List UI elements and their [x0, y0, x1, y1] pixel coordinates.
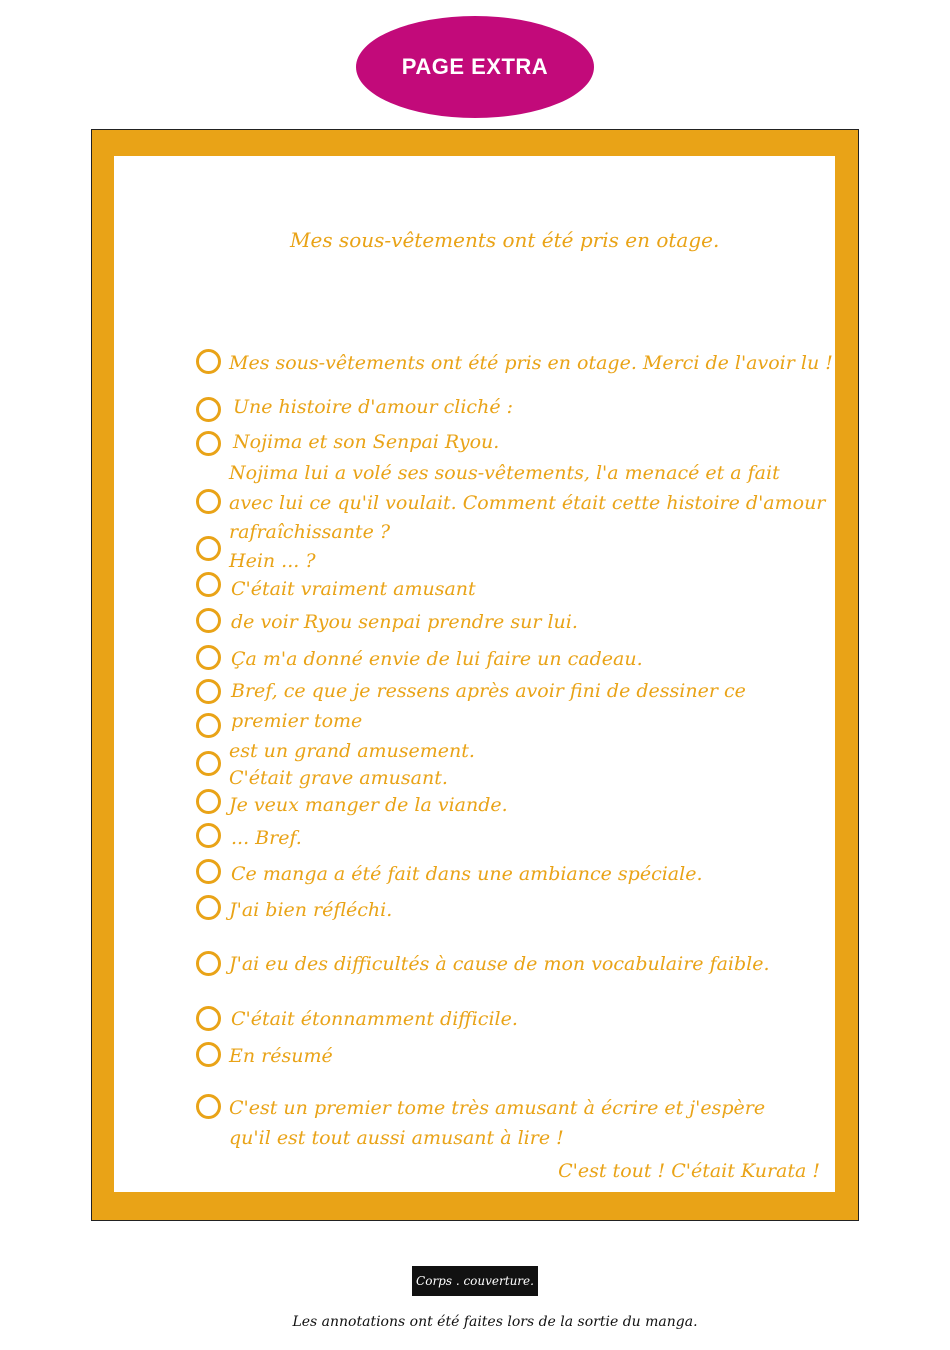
bullet-circle-icon [196, 751, 221, 776]
footer-note: Les annotations ont été faites lors de la sortie du manga. [292, 1314, 698, 1330]
text-line: C'était grave amusant. [229, 767, 448, 789]
bullet-circle-icon [196, 679, 221, 704]
bullet-circle-icon [196, 1006, 221, 1031]
text-line: C'est un premier tome très amusant à écrire et j'espère [229, 1097, 766, 1119]
text-line: Ce manga a été fait dans une ambiance spéciale. [231, 863, 703, 885]
text-line: Nojima lui a volé ses sous-vêtements, l'a menacé et a fait [229, 462, 780, 484]
bullet-circle-icon [196, 789, 221, 814]
text-line: Nojima et son Senpai Ryou. [233, 431, 500, 453]
bullet-circle-icon [196, 431, 221, 456]
bullet-circle-icon [196, 1094, 221, 1119]
bullet-circle-icon [196, 572, 221, 597]
bullet-circle-icon [196, 608, 221, 633]
bullet-circle-icon [196, 536, 221, 561]
text-line: Ça m'a donné envie de lui faire un cadeau. [231, 648, 643, 670]
text-line: Je veux manger de la viande. [229, 794, 508, 816]
bullet-circle-icon [196, 951, 221, 976]
credit-label: Corps . couverture. [412, 1266, 538, 1296]
text-line: C'était étonnamment difficile. [231, 1008, 518, 1030]
text-line: Bref, ce que je ressens après avoir fini de dessiner ce [231, 680, 746, 702]
text-line: ... Bref. [231, 827, 302, 849]
text-line: Mes sous-vêtements ont été pris en otage. Merci de l'avoir lu ! [229, 352, 833, 374]
text-line: J'ai eu des difficultés à cause de mon vocabulaire faible. [229, 953, 770, 975]
page-frame-inner [114, 156, 835, 1192]
page-extra-badge [356, 16, 594, 118]
text-line: Hein ... ? [229, 550, 316, 572]
text-line: rafraîchissante ? [229, 521, 391, 543]
bullet-circle-icon [196, 895, 221, 920]
story-title: Mes sous-vêtements ont été pris en otage. [290, 228, 720, 252]
text-line: avec lui ce qu'il voulait. Comment était cette histoire d'amour [229, 492, 826, 514]
bullet-circle-icon [196, 713, 221, 738]
text-line: de voir Ryou senpai prendre sur lui. [231, 611, 578, 633]
bullet-circle-icon [196, 1042, 221, 1067]
text-line: qu'il est tout aussi amusant à lire ! [229, 1127, 564, 1149]
text-line: premier tome [231, 710, 363, 732]
bullet-circle-icon [196, 859, 221, 884]
bullet-circle-icon [196, 823, 221, 848]
page-extra-label: PAGE EXTRA [401, 54, 549, 79]
signature-line: C'est tout ! C'était Kurata ! [558, 1160, 820, 1182]
bullet-circle-icon [196, 489, 221, 514]
bullet-circle-icon [196, 349, 221, 374]
bullet-circle-icon [196, 397, 221, 422]
text-line: En résumé [229, 1045, 333, 1067]
text-line: est un grand amusement. [229, 740, 475, 762]
text-line: J'ai bien réfléchi. [229, 899, 393, 921]
bullet-circle-icon [196, 645, 221, 670]
text-line: Une histoire d'amour cliché : [233, 396, 513, 418]
text-line: C'était vraiment amusant [231, 578, 476, 600]
